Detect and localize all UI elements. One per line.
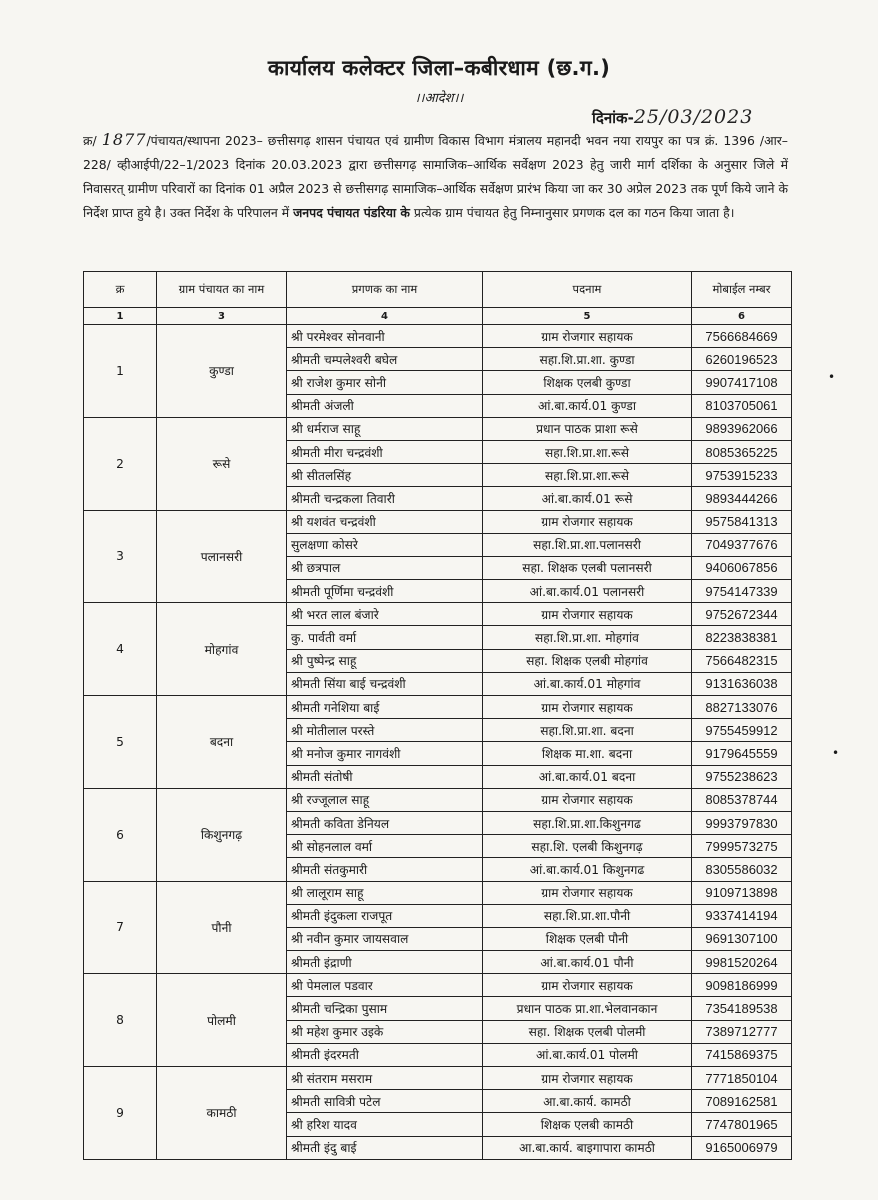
enumerator-name: श्री धर्मराज साहू <box>287 417 483 440</box>
designation: आं.बा.कार्य.01 बदना <box>483 765 692 788</box>
designation: आं.बा.कार्य.01 कुण्डा <box>483 394 692 417</box>
enumerator-name: श्री रज्जूलाल साहू <box>287 788 483 811</box>
designation: ग्राम रोजगार सहायक <box>483 881 692 904</box>
enumerator-name: श्री भरत लाल बंजारे <box>287 603 483 626</box>
enumerator-name: श्रीमती चम्पलेश्वरी बघेल <box>287 348 483 371</box>
mobile-number: 7354189538 <box>692 997 792 1020</box>
designation: ग्राम रोजगार सहायक <box>483 696 692 719</box>
designation: सहा.शि.प्रा.शा.पौनी <box>483 904 692 927</box>
header-mobile: मोबाईल नम्बर <box>692 272 792 308</box>
enumerator-name: श्रीमती इंद्राणी <box>287 951 483 974</box>
enumerator-name: श्री राजेश कुमार सोनी <box>287 371 483 394</box>
serial-number: 5 <box>84 696 157 789</box>
mobile-number: 9754147339 <box>692 580 792 603</box>
enumerator-name: सुलक्षणा कोसरे <box>287 533 483 556</box>
header-enumerator-name: प्रगणक का नाम <box>287 272 483 308</box>
scan-mark: • <box>832 746 840 760</box>
mobile-number: 9753915233 <box>692 464 792 487</box>
table-row <box>84 603 792 626</box>
enumerator-name: श्रीमती अंजली <box>287 394 483 417</box>
enumerator-name: श्री यशवंत चन्द्रवंशी <box>287 510 483 533</box>
serial-number: 8 <box>84 974 157 1067</box>
enumerator-name: श्री परमेश्वर सोनवानी <box>287 325 483 348</box>
enumerator-name: श्री नवीन कुमार जायसवाल <box>287 927 483 950</box>
table-row <box>84 881 792 904</box>
gram-panchayat-name: किशुनगढ़ <box>157 788 287 881</box>
designation: शिक्षक एलबी पौनी <box>483 927 692 950</box>
mobile-number: 7747801965 <box>692 1113 792 1136</box>
serial-number: 3 <box>84 510 157 603</box>
gram-panchayat-name: बदना <box>157 696 287 789</box>
enumerator-name: श्री पेमलाल पडवार <box>287 974 483 997</box>
mobile-number: 8305586032 <box>692 858 792 881</box>
mobile-number: 7089162581 <box>692 1090 792 1113</box>
paragraph-text-1: /पंचायत/स्थापना 2023– छत्तीसगढ़ शासन पंचायत एवं ग्रामीण विकास विभाग मंत्रालय महानदी भवन नया रायपुर का पत्र क्रं. 1396 /आर–228/ व्हीआईपी/22–1/2023 दिनांक 20.03.2023 द्वारा छत्तीसगढ़ सामाजिक–आर्थिक सर्वेक्षण 2023 हेतु जारी मार्ग दर्शिका के अनुसार जिले में निवासरत् ग्रामीण परिवारों का दिनांक 01 अप्रैल 2023 से छत्तीसगढ़ सामाजिक–आर्थिक सर्वेक्षण प्रारंभ किया जा कर 30 अप्रेल 2023 तक पूर्ण किये जाने के निर्देश प्राप्त हुये है। उक्त निर्देश के परिपालन में <box>83 133 788 220</box>
enumerator-name: श्री लालूराम साहू <box>287 881 483 904</box>
mobile-number: 7389712777 <box>692 1020 792 1043</box>
designation: आं.बा.कार्य.01 पोलमी <box>483 1043 692 1066</box>
mobile-number: 9893962066 <box>692 417 792 440</box>
designation: सहा.शि.प्रा.शा. मोहगांव <box>483 626 692 649</box>
table-row <box>84 696 792 719</box>
mobile-number: 9337414194 <box>692 904 792 927</box>
gram-panchayat-name: पोलमी <box>157 974 287 1067</box>
designation: सहा.शि.प्रा.शा.रूसे <box>483 464 692 487</box>
table-row <box>84 974 792 997</box>
date-value: 25/03/2023 <box>633 106 754 128</box>
header-gram-panchayat: ग्राम पंचायत का नाम <box>157 272 287 308</box>
column-number: 4 <box>287 308 483 325</box>
enumerator-name: श्रीमती सावित्री पटेल <box>287 1090 483 1113</box>
paragraph-bold-text: जनपद पंचायत पंडरिया के <box>293 205 410 220</box>
designation: प्रधान पाठक प्राशा रूसे <box>483 417 692 440</box>
designation: आं.बा.कार्य.01 किशुनगढ <box>483 858 692 881</box>
enumerator-name: श्रीमती चन्द्रकला तिवारी <box>287 487 483 510</box>
mobile-number: 9406067856 <box>692 556 792 579</box>
enumerator-name: श्री हरिश यादव <box>287 1113 483 1136</box>
enumerator-name: श्री महेश कुमार उइके <box>287 1020 483 1043</box>
order-number: 1877 <box>101 130 147 149</box>
mobile-number: 7415869375 <box>692 1043 792 1066</box>
designation: शिक्षक मा.शा. बदना <box>483 742 692 765</box>
serial-number: 6 <box>84 788 157 881</box>
order-paragraph <box>83 128 788 225</box>
mobile-number: 9907417108 <box>692 371 792 394</box>
enumerator-name: श्रीमती चन्द्रिका पुसाम <box>287 997 483 1020</box>
mobile-number: 7999573275 <box>692 835 792 858</box>
designation: सहा.शि.प्रा.शा.पलानसरी <box>483 533 692 556</box>
enumerator-name: श्रीमती इंदु बाई <box>287 1136 483 1159</box>
order-label: ।।आदेश।। <box>414 91 464 106</box>
designation: ग्राम रोजगार सहायक <box>483 603 692 626</box>
table-header-row <box>84 272 792 308</box>
enumerator-name: श्रीमती संतकुमारी <box>287 858 483 881</box>
mobile-number: 9691307100 <box>692 927 792 950</box>
header-designation: पदनाम <box>483 272 692 308</box>
mobile-number: 9993797830 <box>692 811 792 834</box>
enumerator-name: श्रीमती कविता डेनियल <box>287 811 483 834</box>
designation: प्रधान पाठक प्रा.शा.भेलवानकान <box>483 997 692 1020</box>
column-number: 5 <box>483 308 692 325</box>
serial-number: 2 <box>84 417 157 510</box>
gram-panchayat-name: रूसे <box>157 417 287 510</box>
scan-mark: • <box>828 370 836 384</box>
mobile-number: 8827133076 <box>692 696 792 719</box>
mobile-number: 9098186999 <box>692 974 792 997</box>
order-prefix: क्र/ <box>83 133 97 148</box>
mobile-number: 9575841313 <box>692 510 792 533</box>
enumerator-name: श्रीमती सिंया बाई चन्द्रवंशी <box>287 672 483 695</box>
designation: आ.बा.कार्य. बाइगापारा कामठी <box>483 1136 692 1159</box>
mobile-number: 9109713898 <box>692 881 792 904</box>
gram-panchayat-name: कामठी <box>157 1067 287 1160</box>
enumerator-name: श्री पुष्पेन्द्र साहू <box>287 649 483 672</box>
designation: सहा.शि.प्रा.शा. बदना <box>483 719 692 742</box>
column-number-row <box>84 308 792 325</box>
designation: आं.बा.कार्य.01 पौनी <box>483 951 692 974</box>
enumerator-name: श्री मनोज कुमार नागवंशी <box>287 742 483 765</box>
enumerator-name: श्री छत्रपाल <box>287 556 483 579</box>
designation: ग्राम रोजगार सहायक <box>483 325 692 348</box>
mobile-number: 9165006979 <box>692 1136 792 1159</box>
header-serial: क्र <box>84 272 157 308</box>
table-body <box>84 325 792 1160</box>
date-label: दिनांक- <box>592 109 634 127</box>
column-number: 6 <box>692 308 792 325</box>
enumerator-table <box>83 271 792 1160</box>
enumerator-name: कु. पार्वती वर्मा <box>287 626 483 649</box>
mobile-number: 7049377676 <box>692 533 792 556</box>
column-number: 3 <box>157 308 287 325</box>
enumerator-name: श्री सीतलसिंह <box>287 464 483 487</box>
table-row <box>84 325 792 348</box>
column-number: 1 <box>84 308 157 325</box>
enumerator-name: श्रीमती इंदरमती <box>287 1043 483 1066</box>
table-row <box>84 417 792 440</box>
gram-panchayat-name: कुण्डा <box>157 325 287 418</box>
mobile-number: 9755238623 <box>692 765 792 788</box>
mobile-number: 8223838381 <box>692 626 792 649</box>
designation: ग्राम रोजगार सहायक <box>483 510 692 533</box>
designation: सहा. शिक्षक एलबी मोहगांव <box>483 649 692 672</box>
table-row <box>84 788 792 811</box>
gram-panchayat-name: पौनी <box>157 881 287 974</box>
designation: ग्राम रोजगार सहायक <box>483 974 692 997</box>
mobile-number: 9179645559 <box>692 742 792 765</box>
designation: ग्राम रोजगार सहायक <box>483 788 692 811</box>
table-row <box>84 510 792 533</box>
enumerator-name: श्रीमती गनेशिया बाई <box>287 696 483 719</box>
serial-number: 4 <box>84 603 157 696</box>
mobile-number: 9131636038 <box>692 672 792 695</box>
table-row <box>84 1067 792 1090</box>
designation: सहा.शि.प्रा.शा.किशुनगढ <box>483 811 692 834</box>
designation: शिक्षक एलबी कामठी <box>483 1113 692 1136</box>
office-title: कार्यालय कलेक्टर जिला–कबीरधाम (छ.ग.) <box>267 56 611 80</box>
mobile-number: 8085365225 <box>692 440 792 463</box>
gram-panchayat-name: मोहगांव <box>157 603 287 696</box>
designation: सहा.शि. एलबी किशुनगढ़ <box>483 835 692 858</box>
designation: आं.बा.कार्य.01 मोहगांव <box>483 672 692 695</box>
enumerator-name: श्री मोतीलाल परस्ते <box>287 719 483 742</box>
mobile-number: 8103705061 <box>692 394 792 417</box>
date-line <box>592 106 753 128</box>
serial-number: 1 <box>84 325 157 418</box>
enumerator-name: श्रीमती पूर्णिमा चन्द्रवंशी <box>287 580 483 603</box>
designation: सहा.शि.प्रा.शा. कुण्डा <box>483 348 692 371</box>
designation: आं.बा.कार्य.01 रूसे <box>483 487 692 510</box>
designation: आ.बा.कार्य. कामठी <box>483 1090 692 1113</box>
mobile-number: 9755459912 <box>692 719 792 742</box>
mobile-number: 7771850104 <box>692 1067 792 1090</box>
designation: ग्राम रोजगार सहायक <box>483 1067 692 1090</box>
mobile-number: 9981520264 <box>692 951 792 974</box>
serial-number: 7 <box>84 881 157 974</box>
mobile-number: 7566482315 <box>692 649 792 672</box>
serial-number: 9 <box>84 1067 157 1160</box>
mobile-number: 8085378744 <box>692 788 792 811</box>
designation: सहा. शिक्षक एलबी पलानसरी <box>483 556 692 579</box>
enumerator-name: श्रीमती संतोषी <box>287 765 483 788</box>
mobile-number: 6260196523 <box>692 348 792 371</box>
enumerator-name: श्रीमती इंदुकला राजपूत <box>287 904 483 927</box>
enumerator-name: श्री संतराम मसराम <box>287 1067 483 1090</box>
mobile-number: 7566684669 <box>692 325 792 348</box>
designation: सहा. शिक्षक एलबी पोलमी <box>483 1020 692 1043</box>
enumerator-name: श्री सोहनलाल वर्मा <box>287 835 483 858</box>
gram-panchayat-name: पलानसरी <box>157 510 287 603</box>
designation: सहा.शि.प्रा.शा.रूसे <box>483 440 692 463</box>
paragraph-text-2: प्रत्येक ग्राम पंचायत हेतु निम्नानुसार प्रगणक दल का गठन किया जाता है। <box>413 205 735 220</box>
designation: शिक्षक एलबी कुण्डा <box>483 371 692 394</box>
designation: आं.बा.कार्य.01 पलानसरी <box>483 580 692 603</box>
enumerator-name: श्रीमती मीरा चन्द्रवंशी <box>287 440 483 463</box>
mobile-number: 9752672344 <box>692 603 792 626</box>
mobile-number: 9893444266 <box>692 487 792 510</box>
